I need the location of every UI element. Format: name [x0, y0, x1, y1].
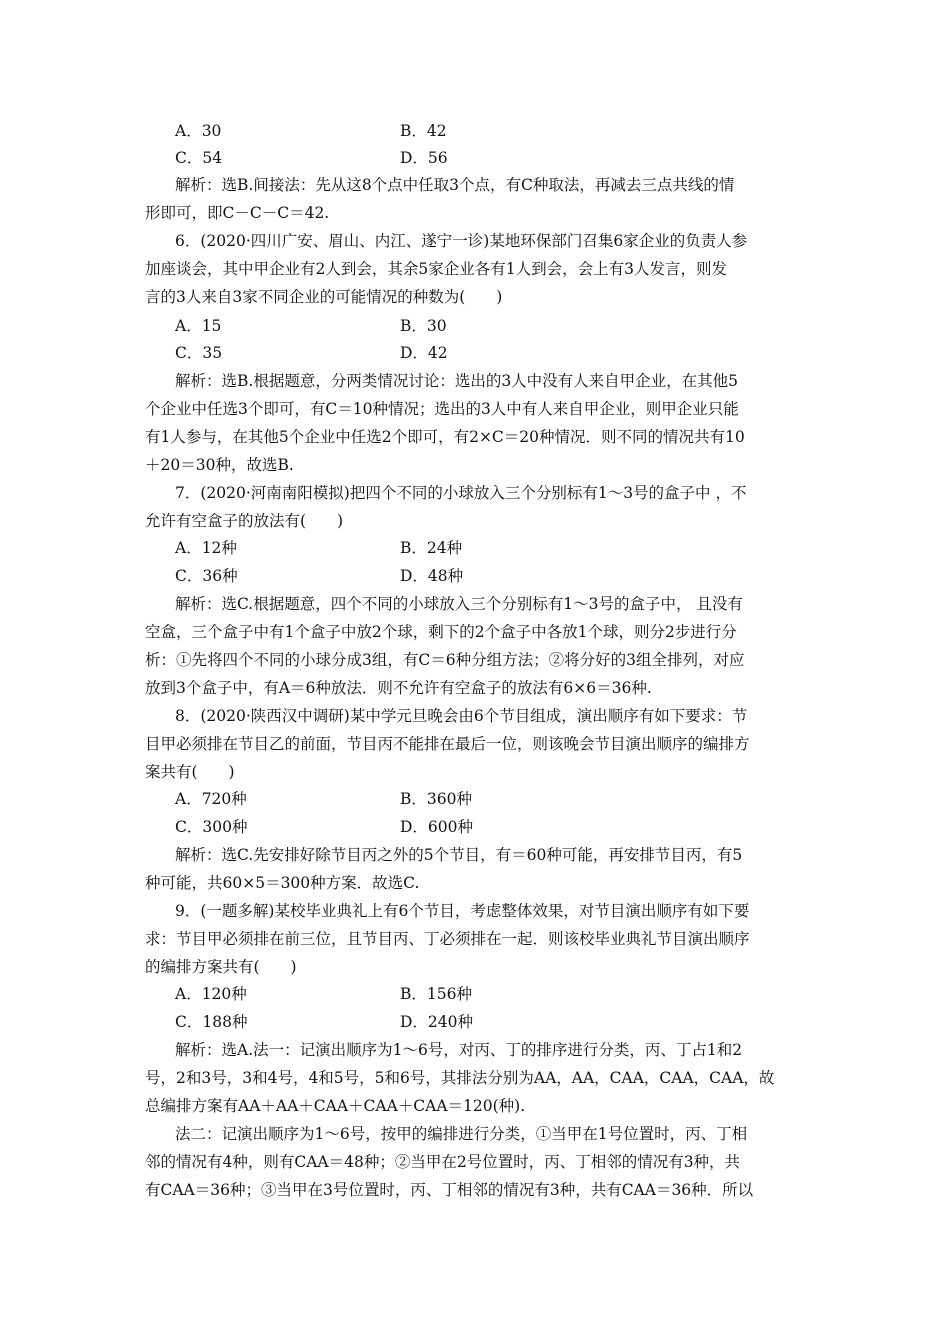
option-label: A．12种: [175, 539, 237, 557]
option-label: D．42: [400, 344, 448, 362]
paragraph-line: 邻的情况有4种，则有CAA＝48种；②当甲在2号位置时，丙、丁相邻的情况有3种，共: [145, 1153, 741, 1171]
paragraph-line: 种可能，共60×5＝300种方案．故选C.: [145, 874, 420, 892]
paragraph-start-line: 解析：选C.根据题意，四个不同的小球放入三个分别标有1～3号的盒子中， 且没有: [175, 595, 743, 613]
option-label: A．720种: [175, 790, 247, 808]
paragraph-start-line: 解析：选A.法一：记演出顺序为1～6号，对丙、丁的排序进行分类，丙、丁占1和2: [175, 1041, 743, 1059]
option-label: D．48种: [400, 567, 464, 585]
paragraph-line: 形即可，即C－C－C＝42.: [145, 204, 330, 222]
paragraph-start-line: 8．(2020·陕西汉中调研)某中学元旦晚会由6个节目组成，演出顺序有如下要求：节: [175, 707, 748, 725]
paragraph-start-line: 解析：选C.先安排好除节目丙之外的5个节目，有＝60种可能，再安排节目丙，有5: [175, 846, 743, 864]
paragraph-line: 言的3人来自3家不同企业的可能情况的种数为( ): [145, 288, 503, 306]
option-label: C．54: [175, 149, 223, 167]
paragraph-line: 有1人参与，在其他5个企业中任选2个即可，有2×C＝20种情况．则不同的情况共有10: [145, 428, 745, 446]
option-label: B．30: [400, 317, 447, 335]
paragraph-start-line: 9．(一题多解)某校毕业典礼上有6个节目，考虑整体效果，对节目演出顺序有如下要: [175, 902, 750, 920]
option-label: A．15: [175, 317, 222, 335]
option-label: D．240种: [400, 1013, 474, 1031]
option-label: C．36种: [175, 567, 238, 585]
option-label: B．42: [400, 122, 447, 140]
option-label: A．120种: [175, 985, 247, 1003]
paragraph-start-line: 法二：记演出顺序为1～6号，按甲的编排进行分类，①当甲在1号位置时，丙、丁相: [175, 1125, 748, 1143]
paragraph-line: 析：①先将四个不同的小球分成3组，有C＝6种分组方法；②将分好的3组全排列，对应: [145, 651, 745, 669]
paragraph-start-line: 解析：选B.根据题意，分两类情况讨论：选出的3人中没有人来自甲企业，在其他5: [175, 372, 739, 390]
paragraph-line: 的编排方案共有( ): [145, 958, 297, 976]
option-label: A．30: [175, 122, 222, 140]
paragraph-line: 案共有( ): [145, 763, 235, 781]
paragraph-line: 有CAA＝36种；③当甲在3号位置时，丙、丁相邻的情况有3种，共有CAA＝36种．所以: [145, 1181, 754, 1199]
option-label: C．35: [175, 344, 223, 362]
paragraph-line: 个企业中任选3个即可，有C＝10种情况；选出的3人中有人来自甲企业，则甲企业只能: [145, 400, 739, 418]
option-label: B．360种: [400, 790, 472, 808]
paragraph-line: 号，2和3号，3和4号，4和5号，5和6号，其排法分别为AA，AA，CAA，CAA，CAA，故: [145, 1069, 775, 1087]
paragraph-line: 加座谈会，其中甲企业有2人到会，其余5家企业各有1人到会，会上有3人发言，则发: [145, 260, 727, 278]
paragraph-line: 目甲必须排在节目乙的前面，节目丙不能排在最后一位，则该晚会节目演出顺序的编排方: [145, 735, 750, 753]
paragraph-start-line: 7．(2020·河南南阳模拟)把四个不同的小球放入三个分别标有1～3号的盒子中 ，不: [175, 484, 747, 502]
option-label: B．24种: [400, 539, 463, 557]
paragraph-line: 总编排方案有AA＋AA＋CAA＋CAA＋CAA＝120(种).: [145, 1097, 526, 1115]
option-label: C．188种: [175, 1013, 248, 1031]
paragraph-line: 空盒，三个盒子中有1个盒子中放2个球，剩下的2个盒子中各放1个球，则分2步进行分: [145, 623, 737, 641]
option-label: B．156种: [400, 985, 472, 1003]
paragraph-line: ＋20＝30种，故选B.: [145, 456, 294, 474]
paragraph-line: 允许有空盒子的放法有( ): [145, 512, 344, 530]
paragraph-line: 求：节目甲必须排在前三位，且节目丙、丁必须排在一起．则该校毕业典礼节目演出顺序: [145, 930, 750, 948]
paragraph-line: 放到3个盒子中，有A＝6种放法．则不允许有空盒子的放法有6×6＝36种.: [145, 679, 652, 697]
paragraph-start-line: 6．(2020·四川广安、眉山、内江、遂宁一诊)某地环保部门召集6家企业的负责人参: [175, 232, 748, 250]
option-label: D．600种: [400, 818, 474, 836]
paragraph-start-line: 解析：选B.间接法：先从这8个点中任取3个点，有C种取法，再减去三点共线的情: [175, 176, 735, 194]
option-label: D．56: [400, 149, 448, 167]
option-label: C．300种: [175, 818, 248, 836]
